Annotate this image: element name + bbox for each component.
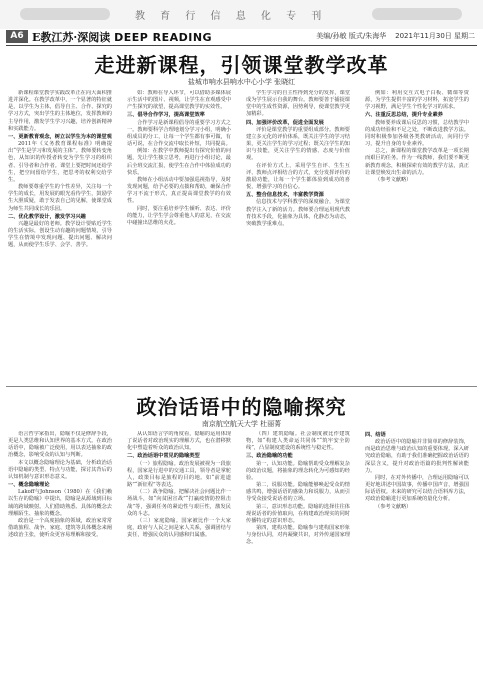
section-heading: 三、政治隐喻的功能 [246,453,293,460]
header-meta [316,31,475,41]
paragraph: （二）战争隐喻。把解决社会问题比作一场战斗，如“向贫困宣战”“打赢疫情防控阻击战”等，强调任务的紧迫性与艰巨性，激发民众的斗志。 [127,489,231,517]
paragraph: 同时，在对外传播中，合理运用隐喻可以更好地讲述中国故事，传播中国声音，增强国际话语权。未来的研究可以结合语料库方法，对政治隐喻进行更加系统的量化分析。 [365,474,469,503]
paragraph: 从认知语言学的角度看，隐喻的运用体现了说话者对政治现实的理解方式，也在潜移默化中塑造着听众的政治认知。 [127,431,231,452]
paragraph: 第三，意识形态功能。隐喻的选择往往体现说话者的价值取向，在构建政治现实的同时传播特定的意识形态。 [246,503,350,524]
article1-column-2 [127,90,231,380]
paragraph: 语言哲学家指出，隐喻不仅是修辞手段，更是人类思维和认知世界的基本方式。在政治话语中，隐喻被广泛使用，用以表达抽象的政治概念，影响受众的认知与判断。 [8,431,112,459]
paragraph: 例如：利用交互式电子白板、微课等资源，为学生提供丰富的学习材料，拓宽学生的学习视野，满足学生个性化学习的需求。 [365,90,469,111]
article1-column-3 [246,90,350,380]
section-heading: 二、政治话语中常见的隐喻类型 [127,453,200,460]
paragraph: 信息技术与学科教学的深度融合，为课堂教学注入了新的活力。教师要合理运用现代教育技术手段，化抽象为具体，化静态为动态，突破教学重难点。 [246,199,350,227]
paragraph: 总之，新课程的课堂教学改革是一项长期而艰巨的任务。作为一线教师，我们要不断更新教育观念，积极探索有效的教学方法，真正让课堂焕发出生命的活力。 [365,148,469,176]
article-title: 走进新课程，引领课堂教学改革 [94,53,389,77]
paragraph: 兴趣是最好的老师。教学设计要贴近学生的生活实际，创设生动有趣的问题情境，引导学生在情境中发现问题、提出问题、解决问题，从而使学生乐学、会学、善学。 [8,220,112,249]
paragraph: 教师在小组活动中要加强巡视指导，及时发现问题，给予必要的点拨和帮助，确保合作学习不流于形式，真正提高课堂教学的有效性。 [127,176,231,205]
section-heading: 一、更新教育观念，树立以学生为本的课堂观 [8,133,112,140]
paragraph: 教师要养成课后反思的习惯，总结教学中的成功经验和不足之处，不断改进教学方法。同时积极参加各级各类教研活动，向同行学习，提升自身的专业素养。 [365,119,469,148]
paragraph: Lakoff与Johnson（1980）在《我们赖以生存的隐喻》中提出，隐喻是从源域到目标域的跨域映射。人们借助熟悉、具体的概念去理解陌生、抽象的概念。 [8,489,112,517]
paragraph: 第二，说服功能。隐喻能够唤起受众的情感共鸣，增强话语的感染力和说服力，从而引导受众接受说话者的立场。 [246,482,350,503]
paragraph: （三）家庭隐喻。国家被比作一个大家庭，政府与人民之间是家人关系，强调团结与责任，增强民众的认同感和归属感。 [127,517,231,539]
article-title: 政治话语中的隐喻探究 [136,395,347,419]
paragraph: 新课程课堂教学实践改革正在向大面积推进并深化。在教学改革中，一个显著的特征就是，以学生为主体，倡导自主、合作、探究的学习方式，突出学生的主体地位，发挥教师的主导作用，激发学生学习兴趣，培养创新精神和实践能力。 [8,90,112,132]
page-header [0,29,483,45]
paragraph: 合作学习是新课程倡导的重要学习方式之一。教师要科学合理地划分学习小组，明确小组成员的分工，让每一个学生都有事可做，有话可说，在合作交流中取长补短，共同提高。 [127,119,231,148]
paragraph: 评价是课堂教学的重要组成部分。教师要建立多元化的评价体系，既关注学生的学习结果，更关注学生的学习过程；既关注学生的知识与技能，更关注学生的情感、态度与价值观。 [246,126,350,162]
page-number: A6 [6,30,28,43]
article1-column-4 [365,90,469,380]
paragraph: 政治话语中的隐喻并非简单的修辞装饰，而是政治思维与政治认知的重要体现。深入研究政治隐喻，有助于我们准确把握政治话语的深层含义，提升对政治语篇的批判性解读能力。 [365,439,469,474]
article2-column-2 [127,431,231,683]
paragraph: 在评价方式上，采用学生自评、生生互评、教师点评相结合的方式，充分发挥评价的激励功能，让每一个学生都体验到成功的喜悦，增强学习的自信心。 [246,162,350,191]
article2-column-1 [8,431,112,683]
paragraph: 学生学习的自主性得到充分的发挥，课堂成为学生展示自我的舞台。教师要善于捕捉课堂中的生成性资源，因势利导，使课堂教学更加精彩。 [246,90,350,118]
section-heading: 一、概念隐喻理论 [8,482,50,489]
section-brand [32,29,212,45]
section-heading: 二、优化教学设计，激发学习兴趣 [8,213,86,220]
masthead-strip [0,0,483,29]
section-heading: 三、倡导合作学习，提高课堂效率 [127,112,205,119]
article-byline: 南京航空航天大学 杜丽菁 [201,420,282,428]
paragraph: （参考文献略） [375,503,412,510]
paragraph: 第一，认知功能。隐喻帮助受众理解复杂的政治议题，将抽象的理念转化为可感知的经验。 [246,460,350,481]
article1-column-1 [8,90,112,380]
section-name-en: DEEP READING [114,31,213,44]
article2-column-3 [246,431,350,683]
masthead-title: 教 育 行 信 息 化 专 刊 [135,11,328,22]
article-byline: 盐城市响水县响水中心小学 张晓红 [187,78,296,86]
article-divider [6,386,477,387]
paragraph: 教师要尊重学生的个性差异，关注每一个学生的成长，用发展的眼光看待学生，鼓励学生大胆质疑，敢于发表自己的见解，使课堂成为师生共同成长的乐园。 [8,184,112,212]
section-heading: 四、加强评价改革，促进全面发展 [246,119,324,126]
paragraph: 本文以概念隐喻理论为基础，分析政治话语中隐喻的类型、特点与功能，探讨其背后的认知机制与意识形态意义。 [8,459,112,480]
header-divider [6,45,477,46]
section-heading: 四、结语 [365,432,386,438]
paragraph: 如：教师在导入环节，可以借助多媒体展示生活中的图片、视频，让学生在直观感受中产生探究的欲望，提高课堂教学的实效性。 [127,90,231,111]
paragraph: 2011年《义务教育课程标准》明确提出“学生是学习和发展的主体”。教师要转变角色，从知识的传授者转变为学生学习的组织者、引导者和合作者。课堂上要把时间还给学生，把空间留给学生，把思考的权利交给学生。 [8,141,112,183]
paragraph: 第四，建构功能。隐喻参与建构国家形象与身份认同，对内凝聚共识，对外传递国家理念。 [246,525,350,546]
paragraph: （一）旅程隐喻。政治发展被视为一段旅程，国家是行进中的交通工具，领导者是掌舵人，政策目标是旅程的目的地。如“前进道路”“新征程”等表达。 [127,460,231,489]
section-name-cn: E教江苏·深阅读 [32,31,111,44]
section-heading: 六、注重反思总结，提升专业素养 [365,112,443,119]
editor-info: 美编/孙敏 版式/朱海华 [316,32,387,40]
paragraph: 政治是一个高度抽象的领域，政治家常常借助旅程、战争、家庭、建筑等具体概念来阐述政治主张，使听众更容易理解和接受。 [8,517,112,539]
article2-column-4 [365,431,469,683]
paragraph: 例如：在教学中教师提出有探究价值的问题，先让学生独立思考，再进行小组讨论，最后全班交流汇报，使学生在合作中体验成功的快乐。 [127,148,231,176]
paragraph: 同时，要注重培养学生倾听、表达、评价的能力，让学生学会尊重他人的意见，在交流中碰撞出思维的火花。 [127,205,231,226]
section-heading: 五、整合信息技术，丰富教学资源 [246,192,324,199]
paragraph: （四）建筑隐喻。社会制度被比作建筑物，如“构建人类命运共同体”“筑牢安全防线”，凸显制度建设的系统性与稳定性。 [246,431,350,452]
date-info: 2021年11月30日 星期二 [395,32,475,40]
paragraph: （参考文献略） [375,176,412,183]
